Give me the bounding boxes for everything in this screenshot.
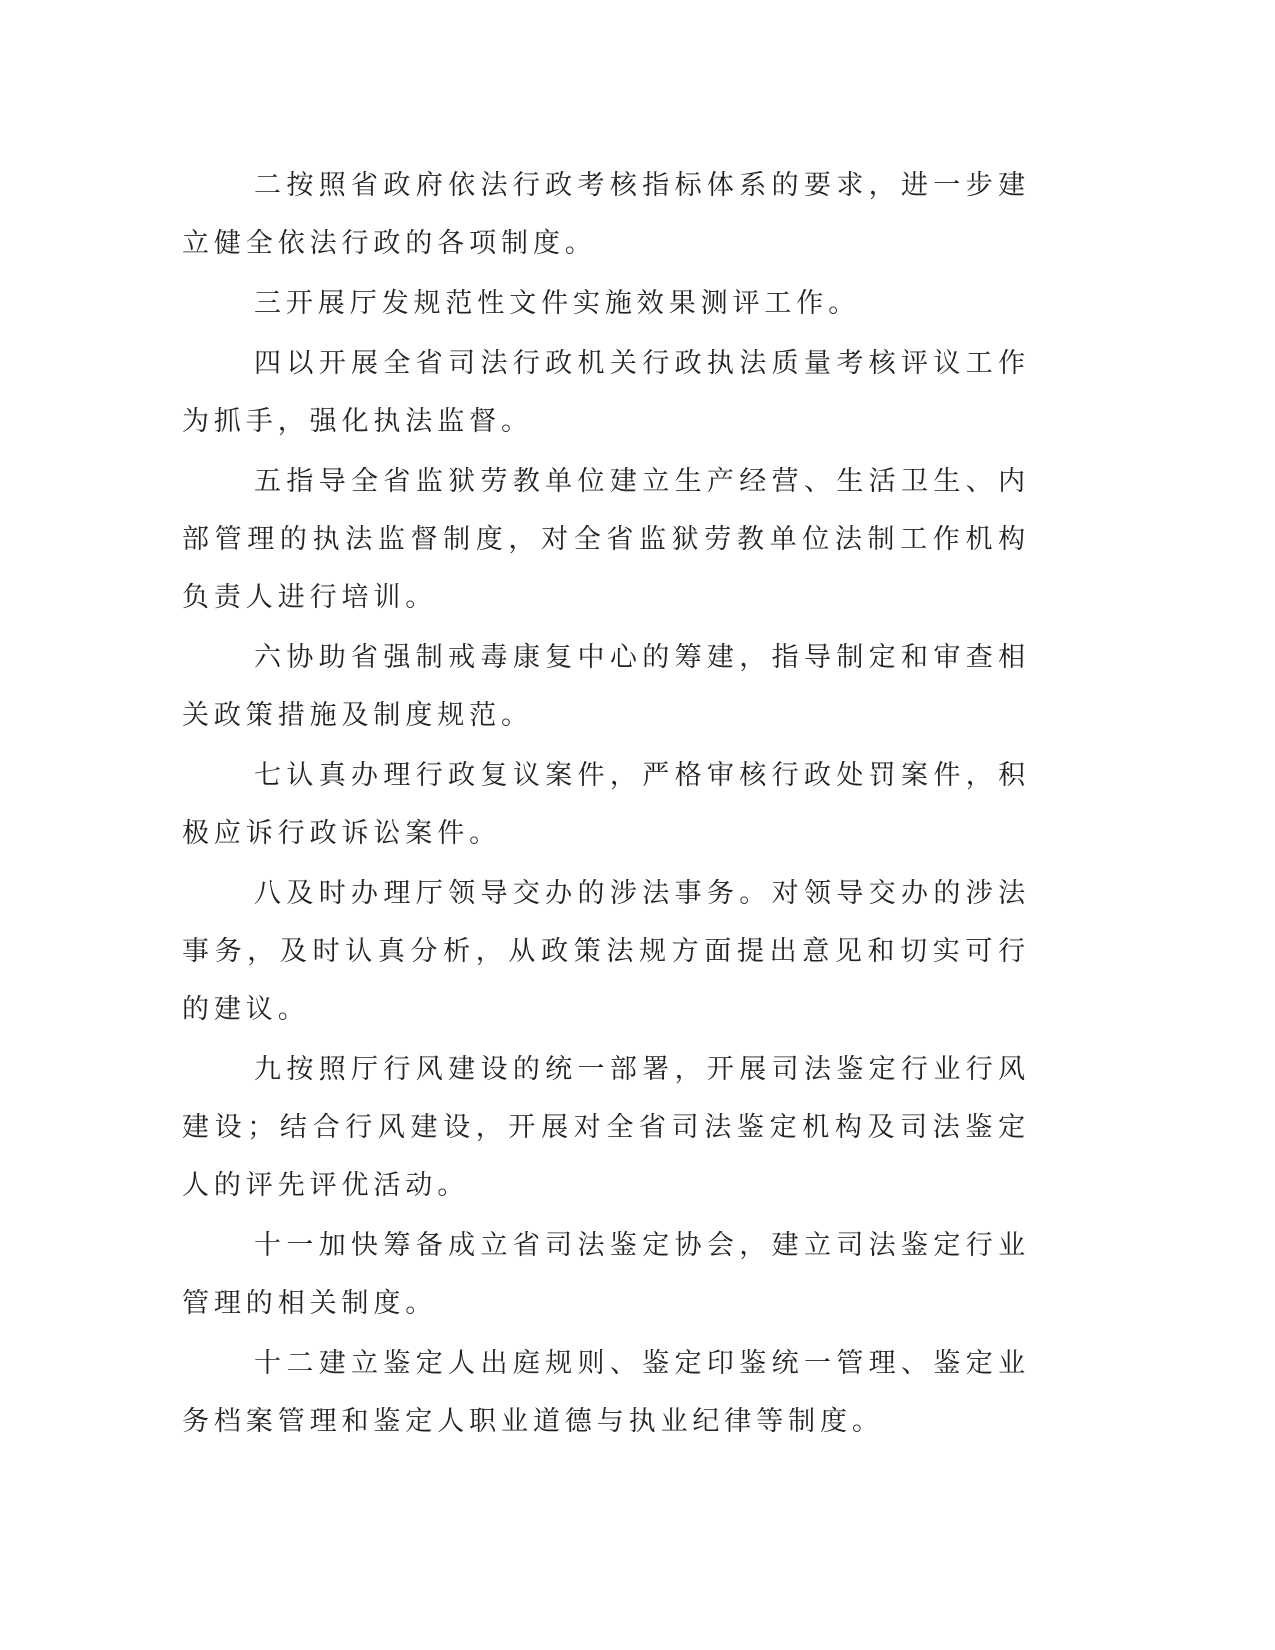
paragraph-item-12: 十二建立鉴定人出庭规则、鉴定印鉴统一管理、鉴定业务档案管理和鉴定人职业道德与执业纪律等制度。 (182, 1348, 1030, 1437)
paragraph-item-7: 七认真办理行政复议案件，严格审核行政处罚案件，积极应诉行政诉讼案件。 (182, 760, 1030, 849)
paragraph-item-6: 六协助省强制戒毒康复中心的筹建，指导制定和审查相关政策措施及制度规范。 (182, 642, 1030, 731)
paragraph-item-5: 五指导全省监狱劳教单位建立生产经营、生活卫生、内部管理的执法监督制度，对全省监狱劳教单位法制工作机构负责人进行培训。 (182, 466, 1030, 613)
document-body (182, 157, 1030, 1453)
paragraph-item-3: 三开展厅发规范性文件实施效果测评工作。 (254, 288, 861, 319)
paragraph-item-8: 八及时办理厅领导交办的涉法事务。对领导交办的涉法事务，及时认真分析，从政策法规方面提出意见和切实可行的建议。 (182, 878, 1030, 1025)
paragraph-item-4: 四以开展全省司法行政机关行政执法质量考核评议工作为抓手，强化执法监督。 (182, 348, 1030, 437)
paragraph-item-2: 二按照省政府依法行政考核指标体系的要求，进一步建立健全依法行政的各项制度。 (182, 170, 1030, 259)
paragraph-item-9: 九按照厅行风建设的统一部署，开展司法鉴定行业行风建设；结合行风建设，开展对全省司法鉴定机构及司法鉴定人的评先评优活动。 (182, 1054, 1030, 1201)
paragraph-item-11: 十一加快筹备成立省司法鉴定协会，建立司法鉴定行业管理的相关制度。 (182, 1230, 1030, 1319)
